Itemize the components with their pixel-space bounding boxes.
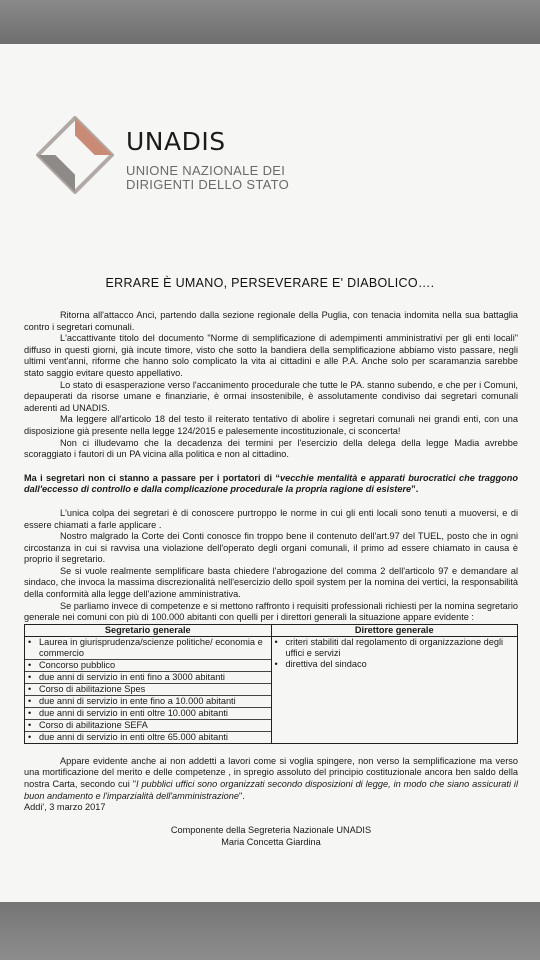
closing-paragraph [24, 756, 518, 802]
paragraph: Se parliamo invece di competenze e si mettono raffronto i requisiti professionali richiesti per la nomina segretario generale nei comuni con più di 100.000 abitanti con quelli per i direttori generali la situazione appare evidente : [24, 600, 518, 623]
document-title: ERRARE È UMANO, PERSEVERARE E' DIABOLICO…. [105, 276, 435, 290]
paragraph: Non ci illudevamo che la decadenza dei termini per l'esercizio della delega della legge Madia avrebbe scoraggiato i fautori di un PA vicina alla politica e non al cittadino. [24, 437, 518, 460]
bold-lead: Ma i segretari non ci stanno a passare per i portatori di “ [24, 472, 280, 483]
bold-statement [24, 473, 518, 496]
list-item: • due anni di servizio in enti oltre 65.000 abitanti [25, 732, 271, 743]
bottom-bar [0, 902, 540, 960]
list-item: • due anni di servizio in enti oltre 10.000 abitanti [25, 708, 271, 720]
unadis-logo-icon [36, 116, 114, 194]
list-item: • Laurea in giurisprudenza/scienze politiche/ economia e commercio [25, 637, 271, 660]
brand-block [126, 128, 289, 192]
date-line: Addi', 3 marzo 2017 [24, 802, 106, 813]
constitution-quote: I pubblici uffici sono organizzati secondo disposizioni di legge, in modo che siano assicurati il buon andamento e l'imparzialità dell'amministrazione [24, 779, 518, 801]
paragraph: Se si vuole realmente semplificare basta chiedere l'abrogazione del comma 2 dell'articolo 97 e demandare al sindaco, che invoca la massima discrezionalità nell'esercizio dello spoil system per la nomina dei vertici, la responsabilità della conformità alla legge dell'azione amministrativa. [24, 565, 518, 600]
table-header-direttore: Direttore generale [271, 624, 518, 636]
document-page [0, 44, 540, 902]
closing-text: Appare evidente anche ai non addetti a lavori come si voglia spingere, non verso la semplificazione ma verso una mortificazione del merito e delle competenze , in spregio assoluto del principio costituzionale ancora ben saldo della nostra Carta, secondo cui " [24, 755, 518, 790]
paragraph: Ma leggere all'articolo 18 del testo il reiterato tentativo di abolire i segretari comunali nei grandi enti, con una disposizione già presente nella legge 124/2015 e palesemente incostituzionale, ci sconcerta! [24, 414, 518, 436]
list-item: • Corso di abilitazione SEFA [25, 720, 271, 732]
list-item: • direttiva del sindaco [272, 659, 518, 670]
list-item: • criteri stabiliti dal regolamento di organizzazione degli uffici e servizi [272, 637, 518, 659]
list-item: • Concorso pubblico [25, 660, 271, 672]
brand-subtitle [126, 164, 289, 192]
signature-role: Componente della Segreteria Nazionale UNADIS [170, 824, 372, 835]
signature-block [24, 824, 518, 848]
list-item: • Corso di abilitazione Spes [25, 684, 271, 696]
brand-name: UNADIS [126, 127, 226, 156]
paragraph: L'accattivante titolo del documento "Norme di semplificazione di adempimenti amministrativi per gli enti locali" diffuso in questi giorni, già incute timore, visto che sotto la bandiera della semplificazione abbiamo visto passare, negli ultimi vent'anni, riforme che hanno solo complicato la vita ai cittadini e alle P.A. Anche solo per scaramanzia sarebbe stato saggio evitare questo appellativo. [24, 333, 518, 378]
top-bar [0, 0, 540, 44]
paragraph: Nostro malgrado la Corte dei Conti conosce fin troppo bene il contenuto dell'art.97 del TUEL, posto che in ogni circostanza in cui si ravvisa una violazione dell'operato degli organi comunali, il primo ad essere chiamato in causa è proprio il segretario. [24, 531, 518, 565]
document-body [24, 310, 518, 848]
bold-tail: ”. [411, 484, 419, 495]
paragraph: Ritorna all'attacco Anci, partendo dalla sezione regionale della Puglia, con tenacia indomita nella sua battaglia contro i segretari comunali. [24, 310, 518, 332]
table-header-segretario: Segretario generale [25, 624, 272, 636]
table-cell-direttore [271, 636, 518, 743]
brand-subtitle-line: DIRIGENTI DELLO STATO [126, 177, 290, 192]
bold-quote: vecchie mentalità e apparati burocratici che traggono dall'eccesso di controllo e dalla complicazione procedurale la propria ragione di esistere [24, 472, 518, 495]
signature-name: Maria Concetta Giardina [221, 836, 321, 847]
list-item: • due anni di servizio in ente fino a 10.000 abitanti [25, 696, 271, 708]
table-cell-segretario [25, 636, 272, 743]
paragraph: Lo stato di esasperazione verso l'accanimento procedurale che tutte le PA. stanno subendo, e che per i Comuni, depauperati da risorse umane e finanziarie, è ormai insostenibile, è assolutamente condiviso dai segretari comunali aderenti ad UNADIS. [24, 379, 518, 413]
closing-tail: ". [238, 790, 245, 801]
paragraph: L'unica colpa dei segretari è di conoscere purtroppo le norme in cui gli enti locali sono tenuti a muoversi, e di essere chiamati a farle applicare . [24, 507, 518, 530]
list-item: • due anni di servizio in enti fino a 3000 abitanti [25, 672, 271, 684]
comparison-table [24, 624, 518, 744]
brand-subtitle-line: UNIONE NAZIONALE DEI [126, 163, 286, 178]
